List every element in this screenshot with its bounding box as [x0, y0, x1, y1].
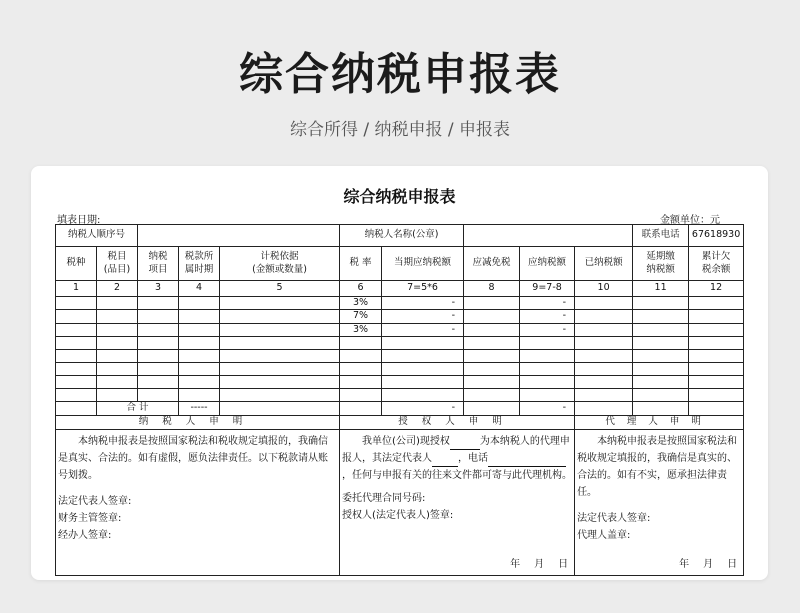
table-cell-tax-reduction[interactable] — [464, 350, 520, 363]
table-cell-tax-paid[interactable] — [575, 376, 633, 389]
table-cell-tax-rate[interactable] — [340, 350, 382, 363]
col-header-line1: 应纳税额 — [528, 257, 567, 269]
tax-return-table — [55, 224, 744, 576]
table-cell-tax-payable[interactable]: - — [520, 297, 575, 310]
col-number: 3 — [138, 281, 179, 297]
table-cell-accumulated-arrears[interactable] — [689, 350, 744, 363]
phone-blank[interactable] — [488, 454, 566, 467]
declaration-heading-row — [56, 416, 744, 430]
table-cell-deferred-tax[interactable] — [633, 337, 689, 350]
phone-label: 联系电话 — [633, 225, 689, 247]
table-cell-tax-rate[interactable]: 3% — [340, 297, 382, 310]
col-header-line1: 已纳税额 — [584, 257, 623, 269]
table-cell-tax-paid[interactable] — [575, 389, 633, 402]
table-cell-tax-rate[interactable]: 3% — [340, 323, 382, 336]
col-header-line1: 纳税 — [148, 251, 168, 263]
table-cell-tax-period[interactable] — [179, 363, 220, 376]
col-header-current-tax — [382, 247, 464, 281]
legal-rep-signature[interactable]: 法定代表人签章: — [58, 496, 132, 508]
table-cell-tax-item[interactable] — [97, 337, 138, 350]
table-row — [56, 310, 744, 323]
table-cell-accumulated-arrears[interactable] — [689, 297, 744, 310]
phone-field[interactable]: 67618930 — [689, 225, 744, 247]
col-header-line1: 累计欠 — [701, 251, 731, 263]
agent-date[interactable]: 年 月 日 — [679, 559, 738, 570]
table-cell-tax-item[interactable] — [97, 350, 138, 363]
page-subtitle: 综合所得 / 纳税申报 / 申报表 — [289, 120, 511, 140]
agent-seal[interactable]: 代理人盖章: — [577, 530, 631, 542]
col-number: 9=7-8 — [520, 281, 575, 297]
table-cell-tax-period[interactable] — [179, 323, 220, 336]
agent-declaration — [575, 430, 744, 576]
col-header-line1: 税种 — [66, 257, 86, 269]
table-cell-tax-basis[interactable] — [220, 376, 340, 389]
table-cell-accumulated-arrears[interactable] — [689, 310, 744, 323]
table-cell-tax-type[interactable] — [56, 363, 97, 376]
col-number: 1 — [56, 281, 97, 297]
col-header-line1: 计税依据 — [260, 251, 299, 263]
col-number: 6 — [340, 281, 382, 297]
table-cell-tax-reduction[interactable] — [464, 310, 520, 323]
table-cell-current-tax[interactable] — [382, 363, 464, 376]
table-cell-accumulated-arrears[interactable] — [689, 363, 744, 376]
table-cell-tax-rate[interactable]: 7% — [340, 310, 382, 323]
table-row — [56, 363, 744, 376]
table-cell-tax-reduction[interactable] — [464, 389, 520, 402]
col-header-line1: 当期应纳税额 — [394, 257, 452, 269]
taxpayer-name-field[interactable] — [464, 225, 633, 247]
column-number-row — [56, 281, 744, 297]
col-header-line1: 税款所 — [184, 251, 214, 263]
column-header-row — [56, 247, 744, 281]
table-cell-tax-basis[interactable] — [220, 297, 340, 310]
table-cell-tax-reduction[interactable] — [464, 363, 520, 376]
table-cell-deferred-tax[interactable] — [633, 363, 689, 376]
table-row — [56, 389, 744, 402]
table-cell-tax-payable[interactable] — [520, 350, 575, 363]
table-cell-tax-basis[interactable] — [220, 350, 340, 363]
taxpayer-seq-label: 纳税人顺序号 — [56, 225, 138, 247]
table-cell-tax-basis[interactable] — [220, 337, 340, 350]
table-cell-deferred-tax[interactable] — [633, 310, 689, 323]
table-cell-tax-period[interactable] — [179, 389, 220, 402]
table-cell-tax-item[interactable] — [97, 310, 138, 323]
table-cell-tax-payable[interactable] — [520, 389, 575, 402]
col-number: 11 — [633, 281, 689, 297]
col-header-line2: 项目 — [148, 263, 168, 275]
authorization-declaration-heading: 授权人申明 — [340, 416, 575, 430]
col-number: 10 — [575, 281, 633, 297]
table-cell-current-tax[interactable]: - — [382, 297, 464, 310]
legal-rep-blank[interactable] — [432, 454, 458, 467]
table-cell-current-tax[interactable]: - — [382, 323, 464, 336]
table-row — [56, 323, 744, 336]
col-header-tax-period — [179, 247, 220, 281]
table-cell-deferred-tax[interactable] — [633, 389, 689, 402]
authorizer-signature[interactable]: 授权人(法定代表人)签章: — [342, 510, 454, 522]
table-cell-accumulated-arrears[interactable] — [689, 376, 744, 389]
col-header-tax-rate — [340, 247, 382, 281]
col-header-tax-reduction — [464, 247, 520, 281]
col-header-line2: (品目) — [103, 263, 131, 275]
table-cell-tax-project[interactable] — [138, 310, 179, 323]
col-header-accumulated-arrears — [689, 247, 744, 281]
table-cell-tax-item[interactable] — [97, 297, 138, 310]
taxpayer-declaration-heading: 纳税人申明 — [56, 416, 340, 430]
table-cell-tax-paid[interactable] — [575, 310, 633, 323]
total-label: 合 计 — [97, 402, 179, 416]
table-cell-tax-basis[interactable] — [220, 389, 340, 402]
finance-manager-signature[interactable]: 财务主管签章: — [58, 513, 122, 525]
table-cell-tax-type[interactable] — [56, 389, 97, 402]
table-cell-tax-project[interactable] — [138, 323, 179, 336]
table-cell-tax-project[interactable] — [138, 389, 179, 402]
table-cell-tax-rate[interactable] — [340, 363, 382, 376]
form-title: 综合纳税申报表 — [343, 187, 456, 206]
table-row — [56, 337, 744, 350]
total-cell[interactable] — [220, 402, 340, 416]
table-cell-tax-rate[interactable] — [340, 337, 382, 350]
table-cell-accumulated-arrears[interactable] — [689, 337, 744, 350]
table-cell-tax-payable[interactable]: - — [520, 310, 575, 323]
table-cell-current-tax[interactable] — [382, 337, 464, 350]
table-cell-tax-rate[interactable] — [340, 389, 382, 402]
table-cell-tax-paid[interactable] — [575, 350, 633, 363]
table-cell-tax-item[interactable] — [97, 389, 138, 402]
taxpayer-declaration-text: 本纳税申报表是按照国家税法和税收规定填报的，我确信是真实、合法的。如有虚假，愿负法律责任。以下税款请从账号划拨。 — [58, 436, 328, 482]
total-current-tax: - — [382, 402, 464, 416]
authorization-declaration — [340, 430, 575, 576]
col-header-line1: 税 率 — [349, 257, 372, 269]
table-cell-tax-payable[interactable] — [520, 363, 575, 376]
table-cell-tax-item[interactable] — [97, 323, 138, 336]
table-cell-deferred-tax[interactable] — [633, 323, 689, 336]
declaration-body-row — [56, 430, 744, 576]
contract-number-field[interactable]: 委托代理合同号码: — [342, 493, 426, 505]
col-header-tax-basis — [220, 247, 340, 281]
total-cell[interactable] — [56, 402, 97, 416]
total-tax-payable: - — [520, 402, 575, 416]
table-row — [56, 376, 744, 389]
table-cell-tax-type[interactable] — [56, 310, 97, 323]
table-cell-tax-project[interactable] — [138, 350, 179, 363]
table-cell-tax-reduction[interactable] — [464, 376, 520, 389]
authorization-text: 我单位(公司)现授权 为本纳税人的代理申报人，其法定代表人 ，电话，任何与申报有关的往来文件都可寄与此代理机构。 — [342, 436, 573, 482]
col-header-tax-project — [138, 247, 179, 281]
col-header-line2: 税余额 — [701, 263, 731, 275]
col-header-tax-item — [97, 247, 138, 281]
col-header-line2: (金额或数量) — [252, 263, 307, 275]
table-cell-accumulated-arrears[interactable] — [689, 323, 744, 336]
taxpayer-info-row — [56, 225, 744, 247]
table-cell-tax-type[interactable] — [56, 350, 97, 363]
table-cell-tax-reduction[interactable] — [464, 297, 520, 310]
table-cell-tax-basis[interactable] — [220, 310, 340, 323]
taxpayer-declaration — [56, 430, 340, 576]
table-cell-deferred-tax[interactable] — [633, 297, 689, 310]
table-cell-tax-basis[interactable] — [220, 323, 340, 336]
total-cell[interactable] — [464, 402, 520, 416]
col-header-tax-payable — [520, 247, 575, 281]
table-cell-tax-type[interactable] — [56, 337, 97, 350]
col-header-tax-type — [56, 247, 97, 281]
table-cell-deferred-tax[interactable] — [633, 350, 689, 363]
col-header-line2: 纳税额 — [646, 263, 675, 275]
taxpayer-seq-field[interactable] — [138, 225, 340, 247]
col-header-line2: 属时期 — [184, 263, 214, 275]
table-cell-tax-paid[interactable] — [575, 363, 633, 376]
col-header-deferred-tax — [633, 247, 689, 281]
handler-signature[interactable]: 经办人签章: — [58, 530, 112, 542]
table-cell-tax-basis[interactable] — [220, 363, 340, 376]
table-cell-tax-type[interactable] — [56, 297, 97, 310]
total-cell[interactable] — [689, 402, 744, 416]
table-cell-tax-period[interactable] — [179, 350, 220, 363]
col-header-tax-paid — [575, 247, 633, 281]
total-cell[interactable] — [575, 402, 633, 416]
fill-date-label: 填表日期: — [57, 215, 101, 226]
col-header-line1: 延期缴 — [646, 251, 675, 263]
col-number: 2 — [97, 281, 138, 297]
col-number: 4 — [179, 281, 220, 297]
table-cell-current-tax[interactable] — [382, 350, 464, 363]
total-row — [56, 402, 744, 416]
table-cell-tax-item[interactable] — [97, 376, 138, 389]
agent-name-blank[interactable] — [450, 437, 480, 450]
table-cell-tax-payable[interactable] — [520, 376, 575, 389]
table-cell-deferred-tax[interactable] — [633, 376, 689, 389]
table-cell-tax-paid[interactable] — [575, 337, 633, 350]
total-period: ----- — [179, 402, 220, 416]
table-cell-tax-payable[interactable]: - — [520, 323, 575, 336]
table-cell-current-tax[interactable] — [382, 376, 464, 389]
table-cell-tax-period[interactable] — [179, 337, 220, 350]
agent-declaration-heading: 代理人申明 — [575, 416, 744, 430]
authorization-date[interactable]: 年 月 日 — [510, 559, 569, 570]
col-number: 7=5*6 — [382, 281, 464, 297]
col-number: 12 — [689, 281, 744, 297]
table-cell-tax-project[interactable] — [138, 297, 179, 310]
total-cell[interactable] — [633, 402, 689, 416]
table-cell-tax-project[interactable] — [138, 363, 179, 376]
col-header-line1: 税目 — [107, 251, 127, 263]
table-cell-tax-reduction[interactable] — [464, 323, 520, 336]
table-cell-tax-period[interactable] — [179, 376, 220, 389]
table-cell-tax-paid[interactable] — [575, 297, 633, 310]
table-cell-tax-type[interactable] — [56, 376, 97, 389]
total-cell[interactable] — [340, 402, 382, 416]
table-cell-tax-type[interactable] — [56, 323, 97, 336]
table-row — [56, 350, 744, 363]
table-cell-tax-reduction[interactable] — [464, 337, 520, 350]
agent-declaration-text: 本纳税申报表是按照国家税法和税收规定填报的，我确信是真实的、合法的。如有不实，愿承担法律责任。 — [577, 436, 738, 499]
table-cell-tax-rate[interactable] — [340, 376, 382, 389]
amount-unit-label: 金额单位：元 — [660, 215, 720, 226]
table-cell-tax-project[interactable] — [138, 376, 179, 389]
table-cell-tax-period[interactable] — [179, 310, 220, 323]
table-cell-tax-period[interactable] — [179, 297, 220, 310]
col-number: 8 — [464, 281, 520, 297]
taxpayer-name-label: 纳税人名称(公章) — [340, 225, 464, 247]
page-title: 综合纳税申报表 — [239, 49, 561, 100]
agent-legal-rep-signature[interactable]: 法定代表人签章: — [577, 513, 651, 525]
table-cell-current-tax[interactable] — [382, 389, 464, 402]
table-cell-accumulated-arrears[interactable] — [689, 389, 744, 402]
col-header-line1: 应减免税 — [472, 257, 511, 269]
form-card — [31, 166, 768, 580]
table-cell-tax-payable[interactable] — [520, 337, 575, 350]
table-cell-current-tax[interactable]: - — [382, 310, 464, 323]
table-cell-tax-project[interactable] — [138, 337, 179, 350]
col-number: 5 — [220, 281, 340, 297]
table-cell-tax-item[interactable] — [97, 363, 138, 376]
table-cell-tax-paid[interactable] — [575, 323, 633, 336]
table-row — [56, 297, 744, 310]
